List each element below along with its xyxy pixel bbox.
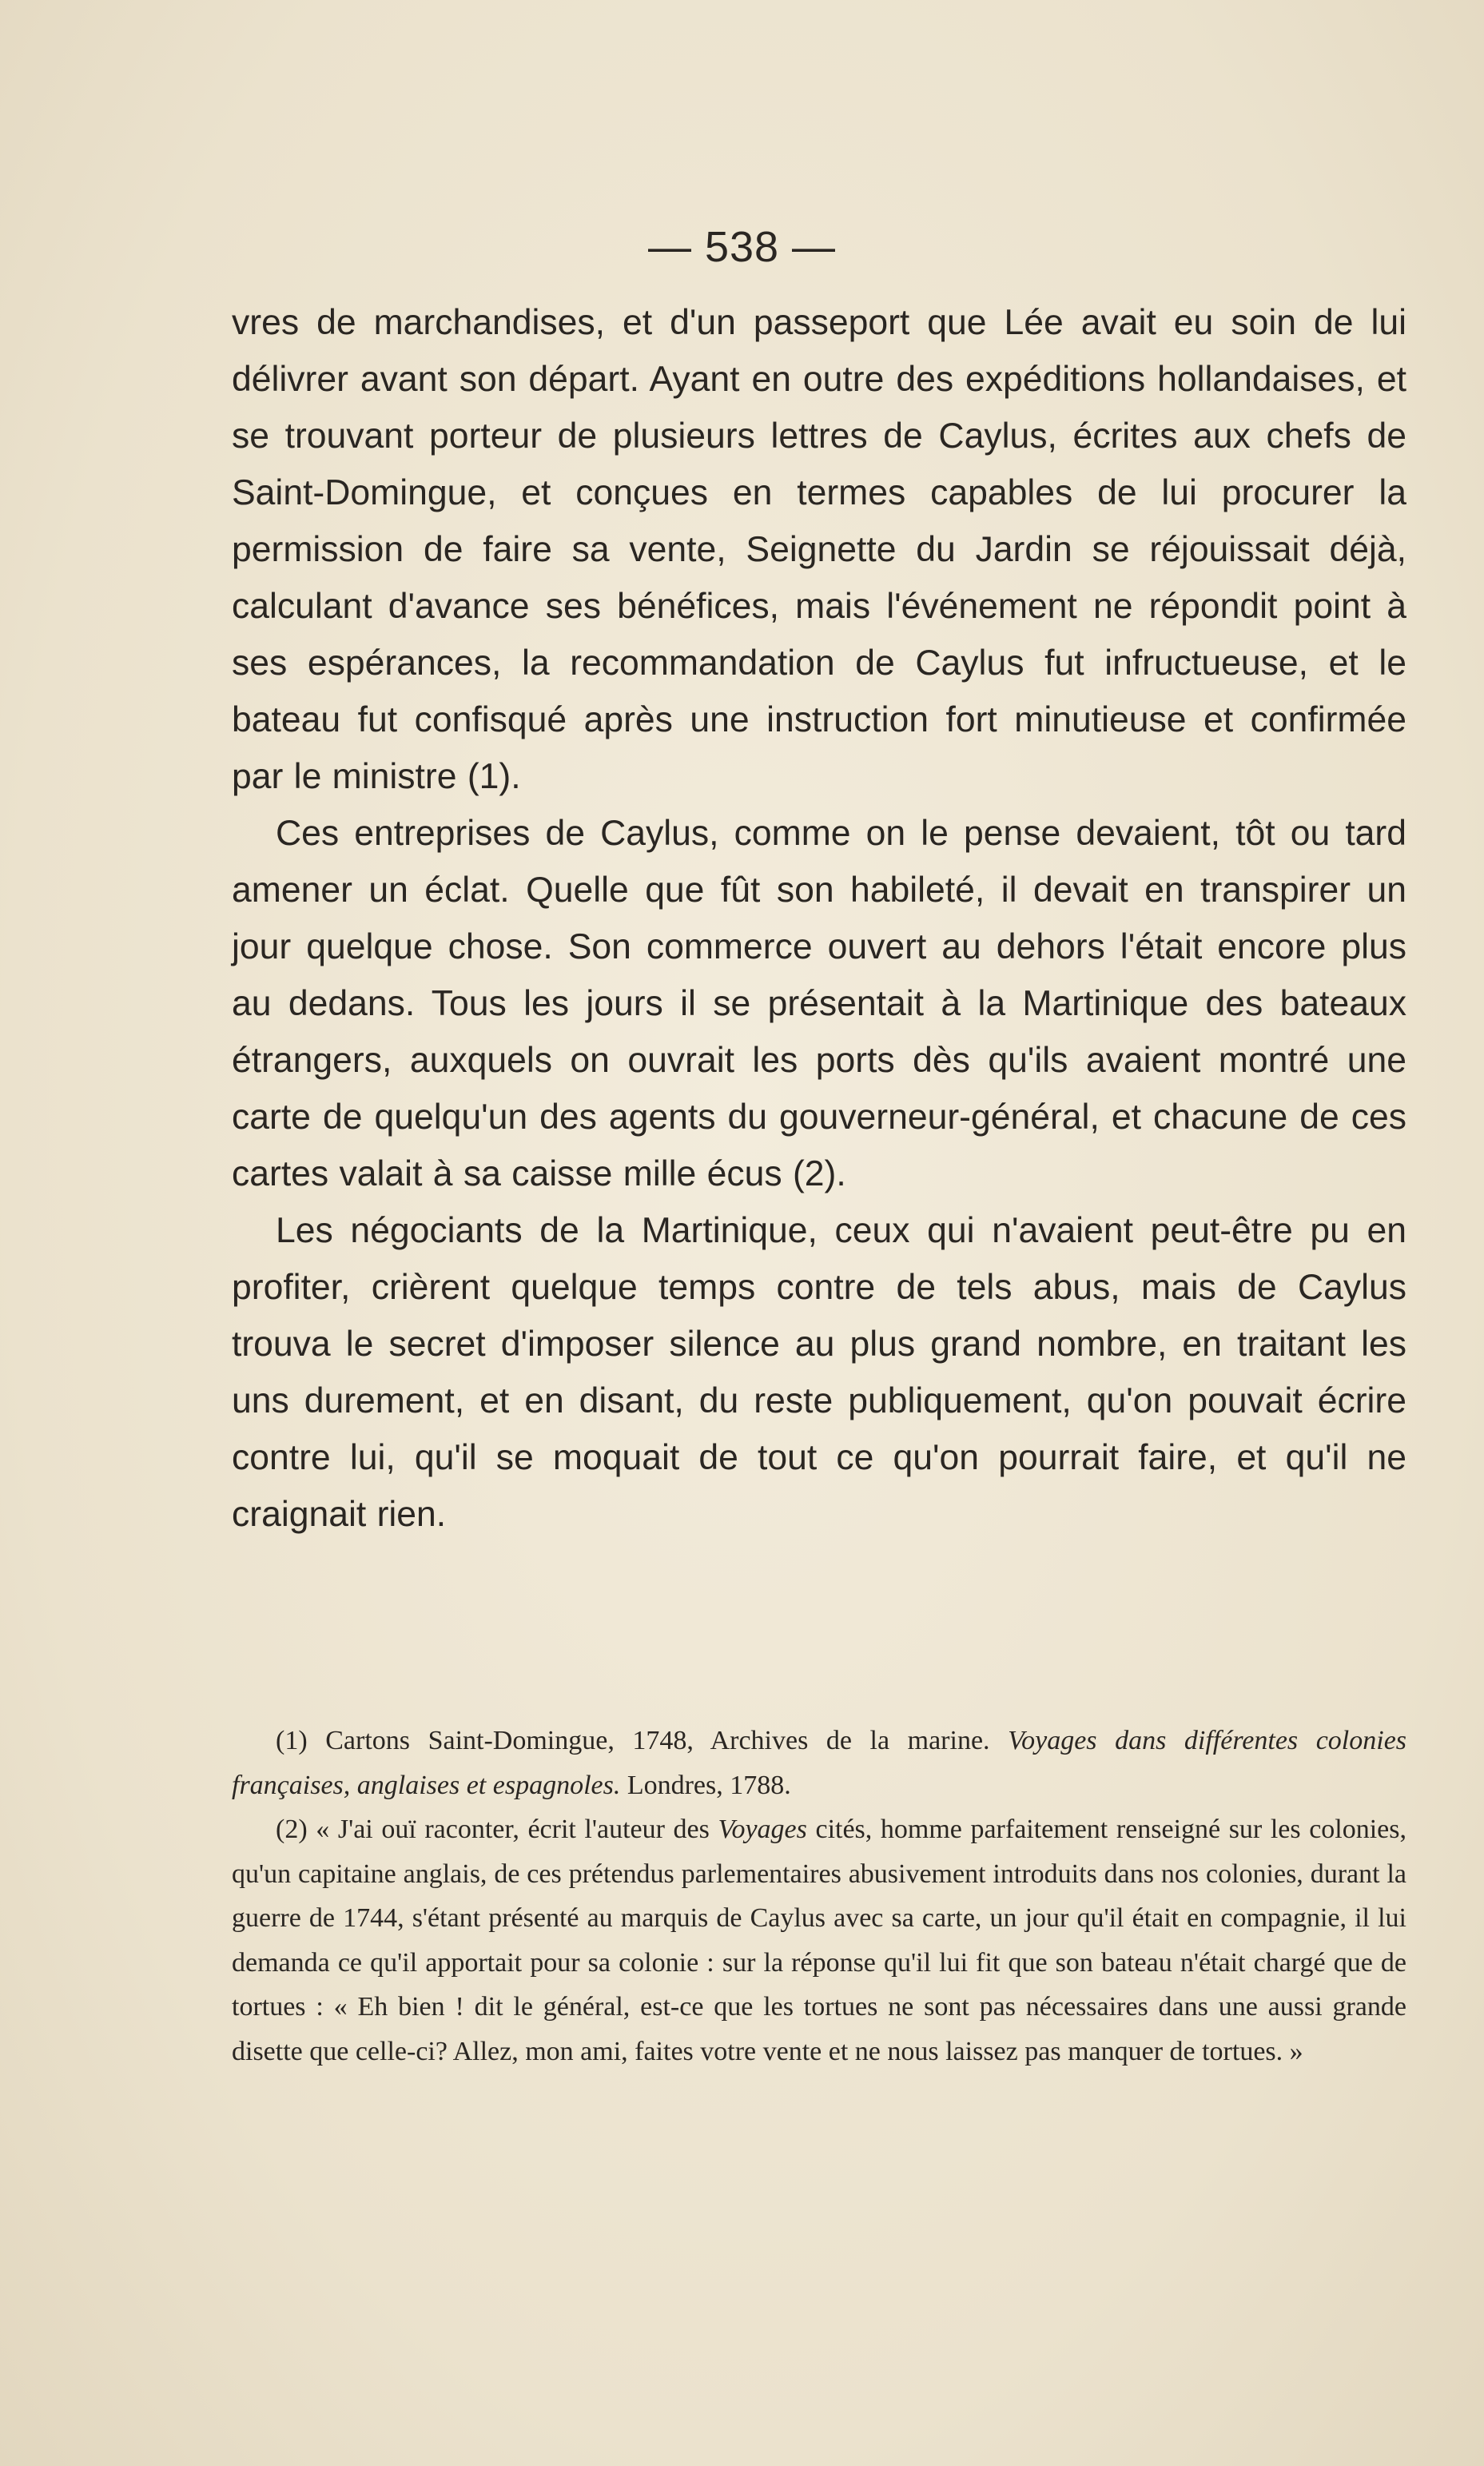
footnote-2-body: cités, homme parfaitement renseigné sur les colonies, qu'un capitaine anglais, de ces prétendus parlementaires abusivement introduits dans nos colonies, durant la guerre de 1744, s'étant présenté au marquis de Caylus avec sa carte, un jour qu'il était en compagnie, il lui demanda ce qu'il apportait pour sa colonie : sur la réponse qu'il lui fit que son bateau n'était chargé que de tortues : « Eh bien ! dit le général, est-ce que les tortues ne sont pas nécessaires dans une aussi grande disette que celle-ci? Allez, mon ami, faites votre vente et ne nous laissez pas manquer de tortues. » [232,1815,1407,2066]
main-text [232,294,1406,1543]
footnote-2-title: Voyages [718,1815,807,1844]
footnote-1 [232,1719,1406,1807]
footnote-2-marker: (2) [276,1815,308,1844]
footnote-2 [232,1807,1406,2074]
footnote-1-title: Voyages dans différentes colonies françaises, anglaises et espagnoles. [232,1726,1407,1800]
page-number: — 538 — [647,223,837,271]
footnote-1-source: Cartons Saint-Domingue, 1748, Archives de la marine. [325,1726,990,1755]
footnotes [232,1719,1406,2074]
paragraph-3: Les négociants de la Martinique, ceux qui n'avaient peut-être pu en profiter, crièrent quelque temps contre de tels abus, mais de Caylus trouva le secret d'imposer silence au plus grand nombre, en traitant les uns durement, et en disant, du reste publiquement, qu'on pouvait écrire contre lui, qu'il se moquait de tout ce qu'on pourrait faire, et qu'il ne craignait rien. [232,1211,1406,1534]
footnote-1-place: Londres, 1788. [627,1770,791,1800]
footnote-1-marker: (1) [276,1726,308,1755]
paragraph-2: Ces entreprises de Caylus, comme on le pense devaient, tôt ou tard amener un éclat. Quelle que fût son habileté, il devait en transpirer un jour quelque chose. Son commerce ouvert au dehors l'était encore plus au dedans. Tous les jours il se présentait à la Martinique des bateaux étrangers, auxquels on ouvrait les ports dès qu'ils avaient montré une carte de quelqu'un des agents du gouverneur-général, et chacune de ces cartes valait à sa caisse mille écus (2). [232,814,1406,1193]
footnote-2-intro: « J'ai ouï raconter, écrit l'auteur des [316,1815,710,1844]
paragraph-1: vres de marchandises, et d'un passeport que Lée avait eu soin de lui délivrer avant son départ. Ayant en outre des expéditions hollandaises, et se trouvant porteur de plusieurs lettres de Caylus, écrites aux chefs de Saint-Domingue, et conçues en termes capables de lui procurer la permission de faire sa vente, Seignette du Jardin se réjouissait déjà, calculant d'avance ses bénéfices, mais l'événement ne répondit point à ses espérances, la recommandation de Caylus fut infructueuse, et le bateau fut confisqué après une instruction fort minutieuse et confirmée par le ministre (1). [232,303,1406,796]
